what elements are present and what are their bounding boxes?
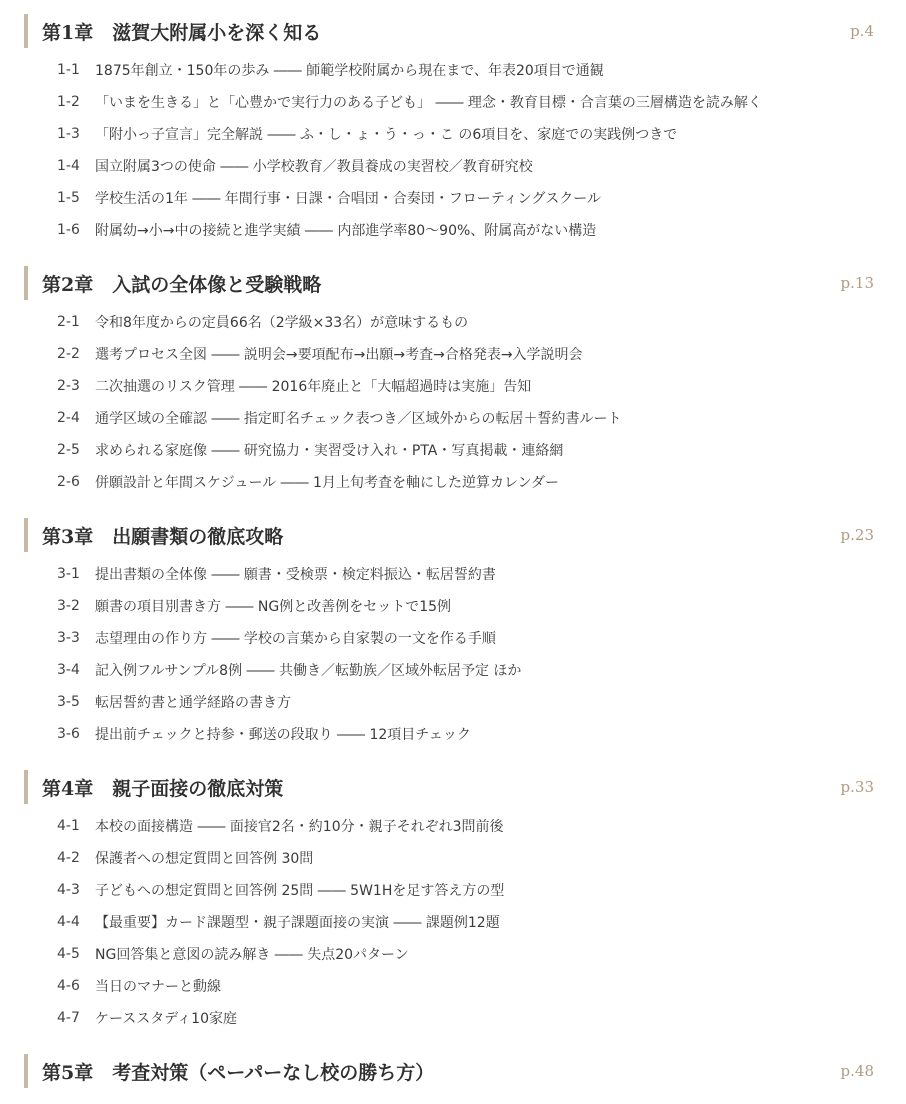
section-list (0, 54, 906, 246)
section-number: 1-6 (57, 222, 80, 238)
section-number: 4-7 (57, 1010, 80, 1026)
chapter-heading[interactable] (24, 14, 874, 48)
chapter-section (0, 518, 906, 750)
chapter-title: 第1章 滋賀大附属小を深く知る (42, 21, 322, 44)
chapter-page-number: p.23 (840, 526, 874, 544)
section-item[interactable] (0, 402, 906, 434)
section-number: 3-2 (57, 598, 80, 614)
section-title: 令和8年度からの定員66名（2学級×33名）が意味するもの (95, 315, 469, 331)
section-title: 志望理由の作り方 ―― 学校の言葉から自家製の一文を作る手順 (95, 631, 496, 647)
section-item[interactable] (0, 434, 906, 466)
section-item[interactable] (0, 86, 906, 118)
chapter-title: 第5章 考査対策（ペーパーなし校の勝ち方） (42, 1061, 435, 1084)
section-title: 転居誓約書と通学経路の書き方 (95, 695, 291, 711)
section-number: 2-5 (57, 442, 80, 458)
chapter-page-number: p.48 (840, 1062, 874, 1080)
section-item[interactable] (0, 558, 906, 590)
section-number: 3-4 (57, 662, 80, 678)
section-item[interactable] (0, 842, 906, 874)
chapter-title: 第2章 入試の全体像と受験戦略 (42, 273, 322, 296)
section-number: 4-6 (57, 978, 80, 994)
section-number: 4-5 (57, 946, 80, 962)
section-number: 1-1 (57, 62, 80, 78)
section-number: 2-4 (57, 410, 80, 426)
section-item[interactable] (0, 906, 906, 938)
section-title: 「附小っ子宣言」完全解説 ―― ふ・し・ょ・う・っ・こ の6項目を、家庭での実践例つきで (95, 127, 678, 143)
chapter-title: 第4章 親子面接の徹底対策 (42, 777, 284, 800)
section-number: 4-1 (57, 818, 80, 834)
section-item[interactable] (0, 466, 906, 498)
section-item[interactable] (0, 686, 906, 718)
section-title: NG回答集と意図の読み解き ―― 失点20パターン (95, 947, 409, 963)
section-list (0, 558, 906, 750)
section-title: 「いまを生きる」と「心豊かで実行力のある子ども」 ―― 理念・教育目標・合言葉の三層構造を読み解く (95, 95, 762, 111)
chapter-section (0, 1054, 906, 1088)
section-item[interactable] (0, 938, 906, 970)
section-title: 通学区域の全確認 ―― 指定町名チェック表つき／区域外からの転居＋誓約書ルート (95, 411, 622, 427)
chapter-section (0, 770, 906, 1034)
section-list (0, 306, 906, 498)
chapter-page-number: p.4 (850, 22, 874, 40)
section-title: 1875年創立・150年の歩み ―― 師範学校附属から現在まで、年表20項目で通観 (95, 63, 604, 79)
section-number: 4-2 (57, 850, 80, 866)
section-title: 併願設計と年間スケジュール ―― 1月上旬考査を軸にした逆算カレンダー (95, 475, 560, 491)
section-title: 本校の面接構造 ―― 面接官2名・約10分・親子それぞれ3問前後 (95, 819, 504, 835)
section-title: 二次抽選のリスク管理 ―― 2016年廃止と「大幅超過時は実施」告知 (95, 379, 532, 395)
section-item[interactable] (0, 874, 906, 906)
section-item[interactable] (0, 214, 906, 246)
section-item[interactable] (0, 810, 906, 842)
section-title: 子どもへの想定質問と回答例 25問 ―― 5W1Hを足す答え方の型 (95, 883, 505, 899)
section-item[interactable] (0, 718, 906, 750)
section-item[interactable] (0, 118, 906, 150)
section-number: 2-2 (57, 346, 80, 362)
section-title: 保護者への想定質問と回答例 30問 (95, 851, 314, 867)
section-number: 3-5 (57, 694, 80, 710)
section-title: 求められる家庭像 ―― 研究協力・実習受け入れ・PTA・写真掲載・連絡網 (95, 443, 564, 459)
section-title: ケーススタディ10家庭 (95, 1011, 237, 1027)
section-title: 附属幼→小→中の接続と進学実績 ―― 内部進学率80〜90%、附属高がない構造 (95, 223, 597, 239)
section-item[interactable] (0, 1002, 906, 1034)
chapter-page-number: p.13 (840, 274, 874, 292)
section-title: 【最重要】カード課題型・親子課題面接の実演 ―― 課題例12題 (95, 915, 500, 931)
section-title: 当日のマナーと動線 (95, 979, 221, 995)
chapter-heading[interactable] (24, 1054, 874, 1088)
section-item[interactable] (0, 338, 906, 370)
section-number: 3-1 (57, 566, 80, 582)
section-number: 1-2 (57, 94, 80, 110)
section-number: 2-1 (57, 314, 80, 330)
chapter-section (0, 14, 906, 246)
section-number: 3-3 (57, 630, 80, 646)
chapter-title: 第3章 出願書類の徹底攻略 (42, 525, 284, 548)
section-item[interactable] (0, 622, 906, 654)
section-title: 願書の項目別書き方 ―― NG例と改善例をセットで15例 (95, 599, 452, 615)
section-item[interactable] (0, 590, 906, 622)
section-number: 1-4 (57, 158, 80, 174)
chapter-heading[interactable] (24, 266, 874, 300)
section-item[interactable] (0, 54, 906, 86)
section-number: 2-3 (57, 378, 80, 394)
section-item[interactable] (0, 654, 906, 686)
section-number: 4-3 (57, 882, 80, 898)
chapter-page-number: p.33 (840, 778, 874, 796)
section-title: 国立附属3つの使命 ―― 小学校教育／教員養成の実習校／教育研究校 (95, 159, 533, 175)
section-number: 4-4 (57, 914, 80, 930)
section-title: 提出書類の全体像 ―― 願書・受検票・検定料振込・転居誓約書 (95, 567, 496, 583)
chapter-section (0, 266, 906, 498)
chapter-heading[interactable] (24, 518, 874, 552)
section-title: 学校生活の1年 ―― 年間行事・日課・合唱団・合奏団・フローティングスクール (95, 191, 601, 207)
section-title: 提出前チェックと持参・郵送の段取り ―― 12項目チェック (95, 727, 471, 743)
section-item[interactable] (0, 182, 906, 214)
section-item[interactable] (0, 150, 906, 182)
section-title: 選考プロセス全図 ―― 説明会→要項配布→出願→考査→合格発表→入学説明会 (95, 347, 583, 363)
chapter-heading[interactable] (24, 770, 874, 804)
section-number: 3-6 (57, 726, 80, 742)
section-item[interactable] (0, 306, 906, 338)
section-list (0, 810, 906, 1034)
section-number: 2-6 (57, 474, 80, 490)
section-item[interactable] (0, 370, 906, 402)
section-number: 1-5 (57, 190, 80, 206)
section-item[interactable] (0, 970, 906, 1002)
section-title: 記入例フルサンプル8例 ―― 共働き／転勤族／区域外転居予定 ほか (95, 663, 522, 679)
section-number: 1-3 (57, 126, 80, 142)
